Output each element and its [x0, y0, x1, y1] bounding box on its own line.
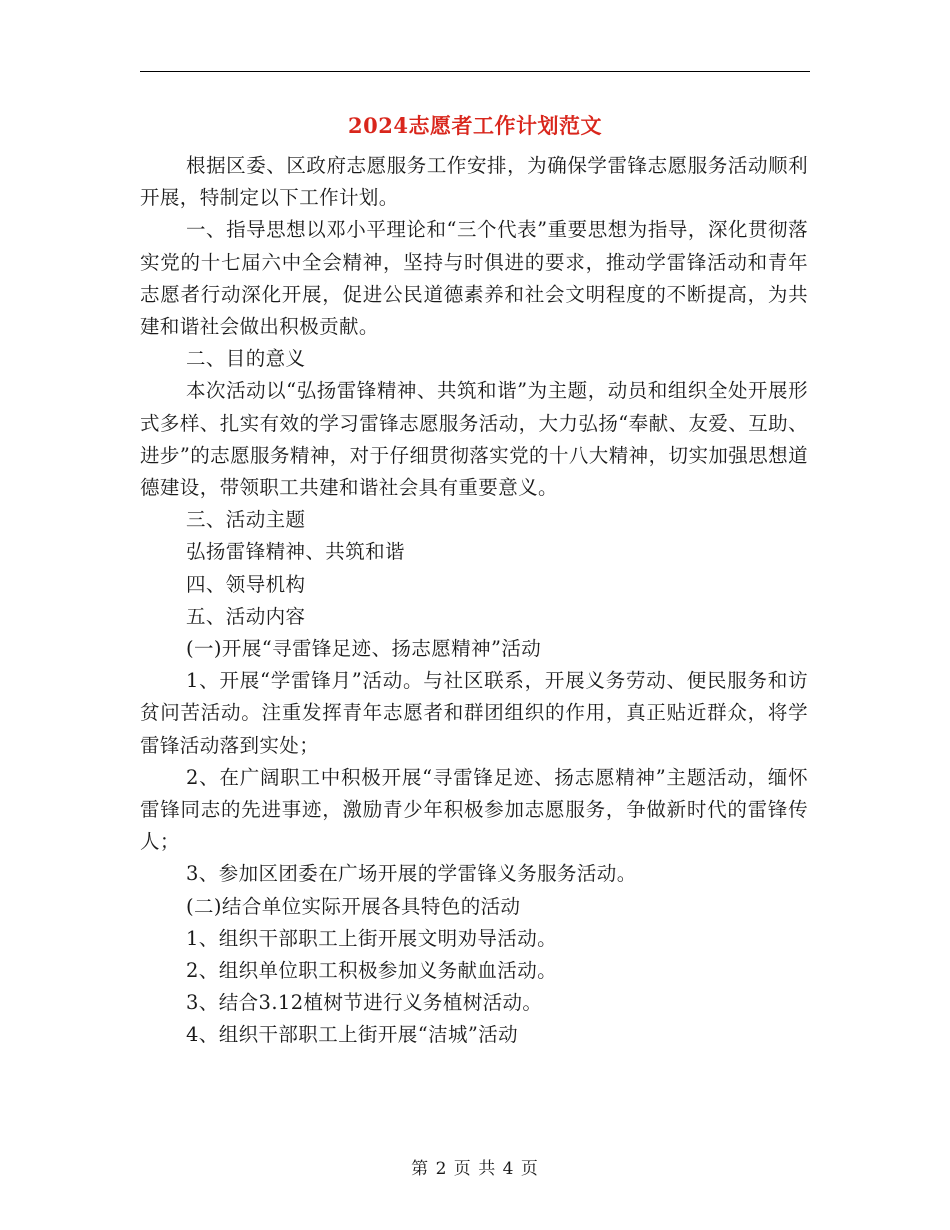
document-title: 2024志愿者工作计划范文: [348, 113, 602, 138]
document-body: [140, 150, 808, 1052]
page-number: 第 2 页 共 4 页: [411, 1159, 539, 1179]
header-rule: [140, 71, 810, 72]
heading-purpose: 二、目的意义: [186, 347, 306, 371]
list-item: 1、组织干部职工上街开展文明劝导活动。: [186, 926, 558, 950]
list-item: 1、开展“学雷锋月”活动。与社区联系，开展义务劳动、便民服务和访贫问苦活动。注重发挥青年志愿者和群团组织的作用，真正贴近群众，将学雷锋活动落到实处；: [140, 669, 808, 757]
heading-leadership: 四、领导机构: [186, 572, 306, 596]
paragraph-intro: 根据区委、区政府志愿服务工作安排，为确保学雷锋志愿服务活动顺利开展，特制定以下工作计划。: [140, 154, 808, 210]
paragraph-theme: 弘扬雷锋精神、共筑和谐: [186, 540, 405, 564]
subheading-activity-1: (一)开展“寻雷锋足迹、扬志愿精神”活动: [186, 637, 542, 661]
paragraph-purpose: 本次活动以“弘扬雷锋精神、共筑和谐”为主题，动员和组织全处开展形式多样、扎实有效的学习雷锋志愿服务活动，大力弘扬“奉献、友爱、互助、进步”的志愿服务精神，对于仔细贯彻落实党的十八大精神，切实加强思想道德建设，带领职工共建和谐社会具有重要意义。: [140, 379, 808, 500]
heading-content: 五、活动内容: [186, 604, 306, 628]
list-item: 3、参加区团委在广场开展的学雷锋义务服务活动。: [186, 862, 637, 886]
list-item: 4、组织干部职工上街开展“洁城”活动: [186, 1023, 519, 1047]
list-item: 2、在广阔职工中积极开展“寻雷锋足迹、扬志愿精神”主题活动，缅怀雷锋同志的先进事迹，激励青少年积极参加志愿服务，争做新时代的雷锋传人；: [140, 765, 808, 854]
paragraph-guiding-ideology: 一、指导思想以邓小平理论和“三个代表”重要思想为指导，深化贯彻落实党的十七届六中全会精神，坚持与时俱进的要求，推动学雷锋活动和青年志愿者行动深化开展，促进公民道德素养和社会文明程度的不断提高，为共建和谐社会做出积极贡献。: [140, 218, 808, 339]
list-item: 2、组织单位职工积极参加义务献血活动。: [186, 959, 558, 983]
list-item: 3、结合3.12植树节进行义务植树活动。: [186, 991, 543, 1015]
heading-theme: 三、活动主题: [186, 508, 306, 532]
subheading-activity-2: (二)结合单位实际开展各具特色的活动: [186, 894, 521, 918]
